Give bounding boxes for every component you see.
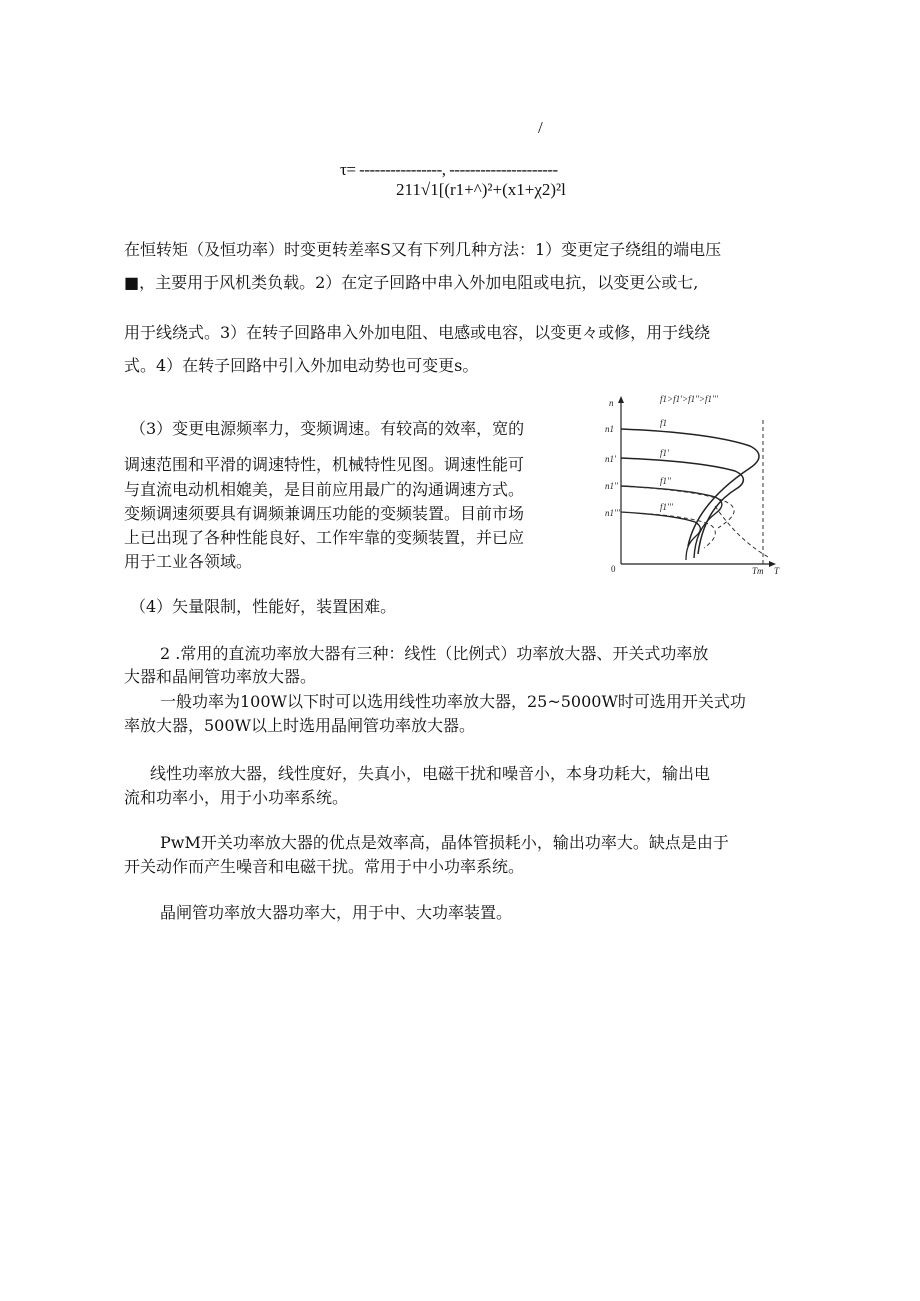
speed-label-1: n1 bbox=[605, 424, 614, 434]
constant-power-curve bbox=[715, 506, 770, 558]
para5-line2: 率放大器，500W以上时选用晶闸管功率放大器。 bbox=[124, 716, 475, 735]
speed-label-2: n1' bbox=[605, 454, 616, 464]
y-axis-arrow bbox=[618, 396, 624, 403]
para2-line2: 调速范围和平滑的调速特性，机械特性见图。调速性能可 bbox=[124, 455, 525, 474]
para5-line1: 一般功率为100W以下时可以选用线性功率放大器，25~5000W时可选用开关式功 bbox=[160, 692, 746, 711]
legend-label: f1>f1'>f1''>f1''' bbox=[660, 394, 718, 404]
para4-line2: 大器和晶闸管功率放大器。 bbox=[124, 667, 317, 686]
curve-f1-double-prime bbox=[621, 486, 722, 558]
para2-line6: 用于工业各领域。 bbox=[124, 552, 253, 571]
para2-line4: 变频调速须要具有调频兼调压功能的变频装置。目前市场 bbox=[124, 504, 525, 523]
para7-line1: PwM开关功率放大器的优点是效率高，晶体管损耗小，输出功率大。缺点是由于 bbox=[160, 833, 729, 852]
para1-line4: 式。4）在转子回路中引入外加电动势也可变更s。 bbox=[124, 356, 479, 375]
speed-label-3: n1'' bbox=[605, 481, 618, 491]
para3-line1: （4）矢量限制，性能好，装置困难。 bbox=[130, 597, 397, 616]
curve-label-f1: f1 bbox=[660, 418, 668, 428]
para1-line2: ■，主要用于风机类负载。2）在定子回路中串入外加电阻或电抗，以变更公或七, bbox=[124, 273, 699, 292]
speed-torque-chart bbox=[600, 388, 780, 580]
y-axis-label: n bbox=[609, 398, 614, 408]
formula-denominator: 211√1[(r1+^)²+(x1+χ2)²l bbox=[396, 180, 566, 199]
formula-dashes: τ= ----------------, --------------------- bbox=[340, 160, 558, 179]
para2-line5: 上已出现了各种性能良好、工作牢靠的变频装置，并已应 bbox=[124, 528, 525, 547]
speed-torque-figure bbox=[600, 388, 780, 580]
curve-label-f1-prime: f1' bbox=[660, 448, 669, 458]
para2-line1: （3）变更电源频率力，变频调速。有较高的效率，宽的 bbox=[130, 419, 525, 438]
curve-label-f1-double-prime: f1'' bbox=[660, 476, 671, 486]
para6-line2: 流和功率小，用于小功率系统。 bbox=[124, 788, 349, 807]
curve-f1-triple-prime bbox=[621, 512, 700, 560]
speed-label-4: n1''' bbox=[605, 508, 620, 518]
formula-slash: / bbox=[538, 118, 543, 137]
para4-line1: 2 .常用的直流功率放大器有三种：线性（比例式）功率放大器、开关式功率放 bbox=[160, 644, 709, 663]
origin-label: 0 bbox=[611, 564, 616, 574]
tm-label: Tm bbox=[752, 566, 764, 576]
para7-line2: 开关动作而产生噪音和电磁干扰。常用于中小功率系统。 bbox=[124, 857, 525, 876]
curve-f1-prime bbox=[621, 458, 743, 554]
para6-line1: 线性功率放大器，线性度好，失真小，电磁干扰和噪音小，本身功耗大，输出电 bbox=[150, 764, 711, 783]
para2-line3: 与直流电动机相媲美，是目前应用最广的沟通调速方式。 bbox=[124, 480, 525, 499]
x-axis-label: T bbox=[774, 566, 780, 576]
para1-line3: 用于线绕式。3）在转子回路串入外加电阻、电感或电容，以变更々或修，用于线绕 bbox=[124, 323, 711, 342]
curve-label-f1-triple-prime: f1''' bbox=[660, 502, 673, 512]
para1-line1: 在恒转矩（及恒功率）时变更转差率S又有下列几种方法：1）变更定子绕组的端电压 bbox=[124, 240, 722, 259]
para8-line1: 晶闸管功率放大器功率大，用于中、大功率装置。 bbox=[160, 903, 513, 922]
curve-f1-double-prime-dashed bbox=[621, 486, 734, 528]
